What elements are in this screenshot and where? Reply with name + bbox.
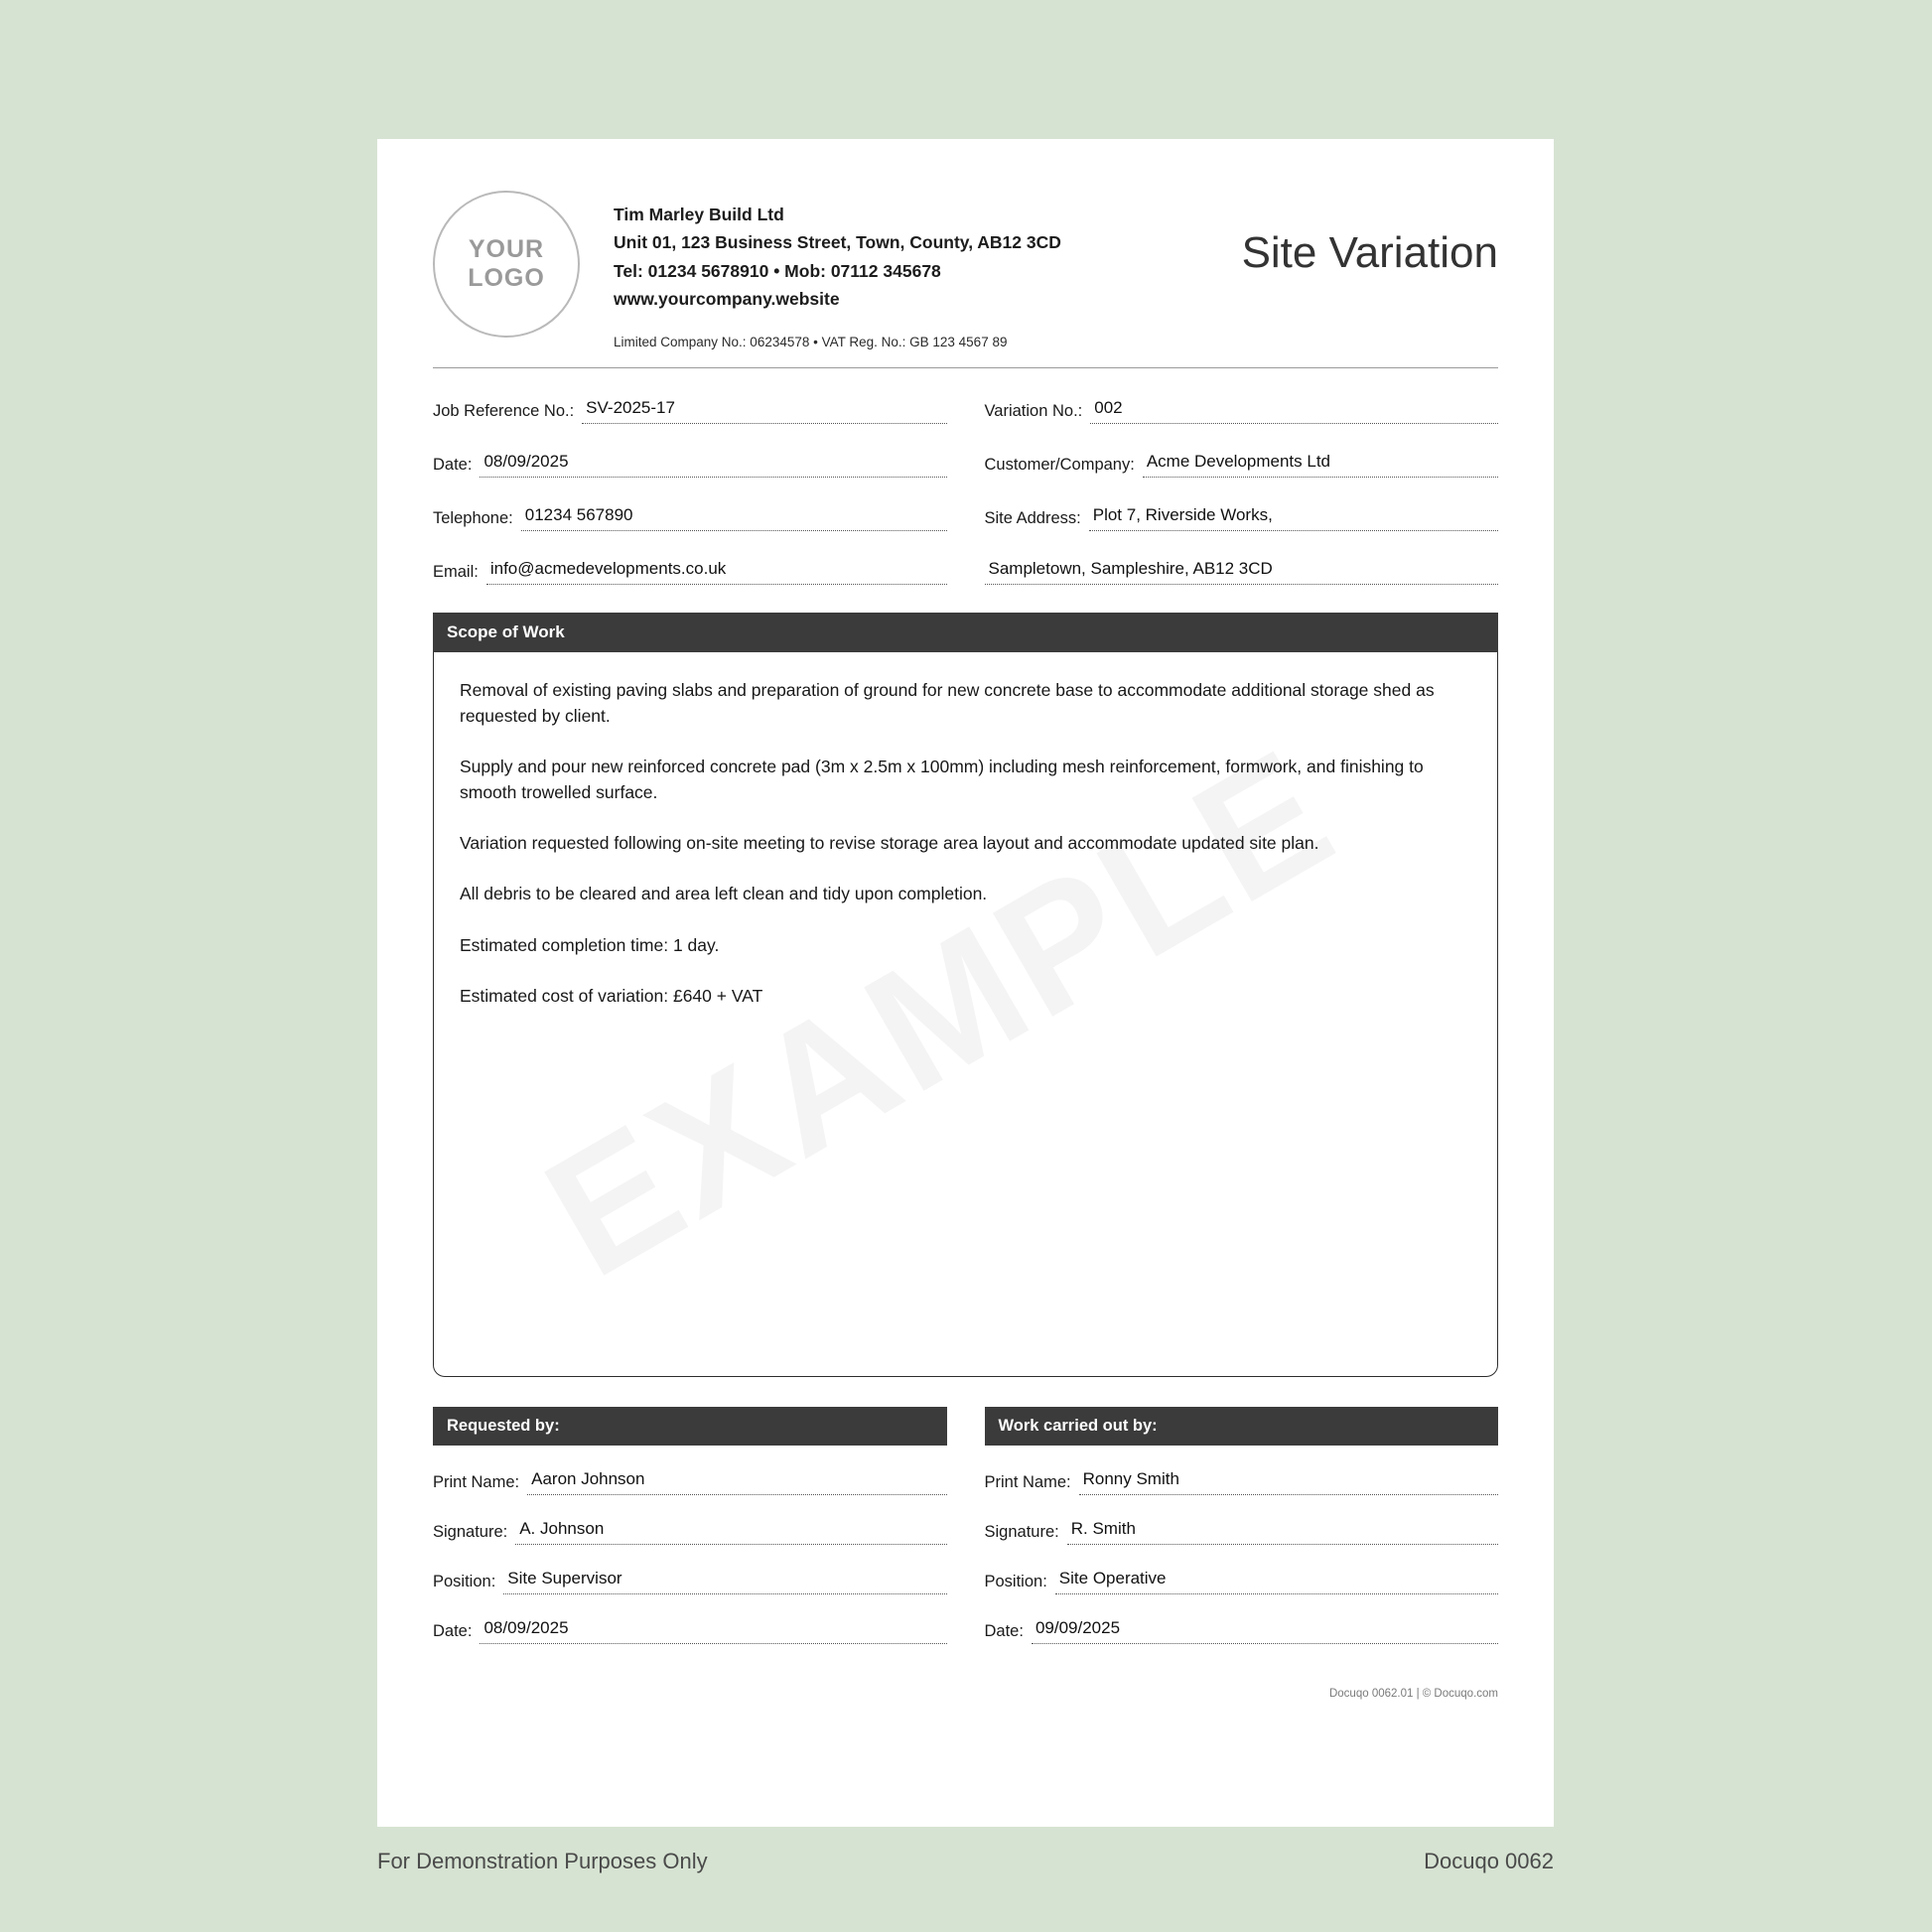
requested-by-signature-row (433, 1513, 947, 1545)
logo-line-2: LOGO (468, 264, 545, 292)
scope-paragraph: Variation requested following on-site meeting to revise storage area layout and accommodate updated site plan. (460, 832, 1319, 853)
field-label: Job Reference No.: (433, 402, 575, 421)
sign-label: Date: (984, 1622, 1024, 1641)
field-site-address (985, 497, 1499, 531)
site-address-value-line-2[interactable]: Sampletown, Sampleshire, AB12 3CD (985, 559, 1499, 585)
carried-out-by-position-value[interactable]: Site Operative (1055, 1569, 1498, 1594)
carried-out-by-print-name-value[interactable]: Ronny Smith (1079, 1469, 1498, 1495)
sign-label: Signature: (433, 1523, 508, 1542)
sign-label: Print Name: (433, 1473, 520, 1492)
scope-paragraph: Estimated cost of variation: £640 + VAT (460, 986, 763, 1006)
company-registration: Limited Company No.: 06234578 • VAT Reg. No.: GB 123 4567 89 (614, 335, 1008, 350)
requested-by-signature-value[interactable]: A. Johnson (515, 1519, 946, 1545)
scope-paragraph: Supply and pour new reinforced concrete pad (3m x 2.5m x 100mm) including mesh reinforcement, formwork, and finishing to smooth trowelled surface. (460, 757, 1424, 802)
work-carried-out-by-block (985, 1407, 1499, 1662)
meta-column-right (985, 390, 1499, 605)
field-label: Email: (433, 563, 479, 582)
document-page-wrapper (377, 139, 1554, 1827)
company-phone: Tel: 01234 5678910 • Mob: 07112 345678 (614, 260, 941, 281)
telephone-value[interactable]: 01234 567890 (521, 505, 947, 531)
scope-paragraph: All debris to be cleared and area left clean and tidy upon completion. (460, 884, 988, 904)
field-label: Customer/Company: (984, 456, 1135, 475)
meta-fields (433, 390, 1498, 605)
requested-by-date-value[interactable]: 08/09/2025 (480, 1618, 946, 1644)
carried-out-by-print-name-row (985, 1463, 1499, 1495)
requested-by-print-name-value[interactable]: Aaron Johnson (527, 1469, 946, 1495)
site-address-value[interactable]: Plot 7, Riverside Works, (1089, 505, 1498, 531)
page-title: Site Variation (1241, 228, 1498, 277)
field-label: Telephone: (433, 509, 513, 528)
carried-out-by-signature-row (985, 1513, 1499, 1545)
scope-of-work-box[interactable] (433, 652, 1498, 1377)
meta-column-left (433, 390, 947, 605)
field-date (433, 444, 947, 478)
carried-out-by-date-value[interactable]: 09/09/2025 (1032, 1618, 1498, 1644)
variation-no-value[interactable]: 002 (1090, 398, 1498, 424)
company-logo-placeholder (433, 191, 580, 338)
outer-footer (377, 1849, 1554, 1874)
scope-paragraph: Removal of existing paving slabs and preparation of ground for new concrete base to accommodate additional storage shed as requested by client. (460, 680, 1435, 726)
document-sheet (377, 139, 1554, 1827)
field-label: Variation No.: (984, 402, 1083, 421)
date-value[interactable]: 08/09/2025 (480, 452, 946, 478)
requested-by-print-name-row (433, 1463, 947, 1495)
document-code: Docuqo 0062 (1424, 1849, 1554, 1873)
scope-paragraph: Estimated completion time: 1 day. (460, 934, 720, 955)
field-email (433, 551, 947, 585)
company-details (614, 187, 1222, 349)
header-divider (433, 367, 1498, 368)
sign-label: Print Name: (984, 1473, 1071, 1492)
field-site-address-line-2 (985, 551, 1499, 585)
field-job-reference (433, 390, 947, 424)
company-name: Tim Marley Build Ltd (614, 205, 784, 224)
customer-company-value[interactable]: Acme Developments Ltd (1143, 452, 1498, 478)
company-website: www.yourcompany.website (614, 289, 840, 310)
field-variation-no (985, 390, 1499, 424)
requested-by-position-value[interactable]: Site Supervisor (503, 1569, 946, 1594)
requested-by-position-row (433, 1563, 947, 1594)
field-label: Site Address: (984, 509, 1081, 528)
sheet-footer-credit: Docuqo 0062.01 | © Docuqo.com (1328, 1688, 1498, 1701)
field-label: Date: (433, 456, 473, 475)
company-address: Unit 01, 123 Business Street, Town, County, AB12 3CD (614, 232, 1061, 253)
email-value[interactable]: info@acmedevelopments.co.uk (486, 559, 947, 585)
carried-out-by-signature-value[interactable]: R. Smith (1067, 1519, 1498, 1545)
requested-by-date-row (433, 1612, 947, 1644)
job-reference-value[interactable]: SV-2025-17 (582, 398, 946, 424)
requested-by-block (433, 1407, 947, 1662)
field-customer-company (985, 444, 1499, 478)
sign-label: Date: (433, 1622, 473, 1641)
scope-of-work-heading: Scope of Work (433, 613, 1498, 652)
sign-label: Position: (984, 1573, 1047, 1591)
carried-out-by-date-row (985, 1612, 1499, 1644)
sign-label: Position: (433, 1573, 496, 1591)
requested-by-heading: Requested by: (433, 1407, 947, 1446)
work-carried-out-by-heading: Work carried out by: (985, 1407, 1499, 1446)
carried-out-by-position-row (985, 1563, 1499, 1594)
logo-line-1: YOUR (468, 235, 545, 264)
document-header (433, 187, 1498, 349)
demo-notice: For Demonstration Purposes Only (377, 1849, 708, 1873)
field-telephone (433, 497, 947, 531)
signature-area (433, 1407, 1498, 1662)
sign-label: Signature: (984, 1523, 1059, 1542)
